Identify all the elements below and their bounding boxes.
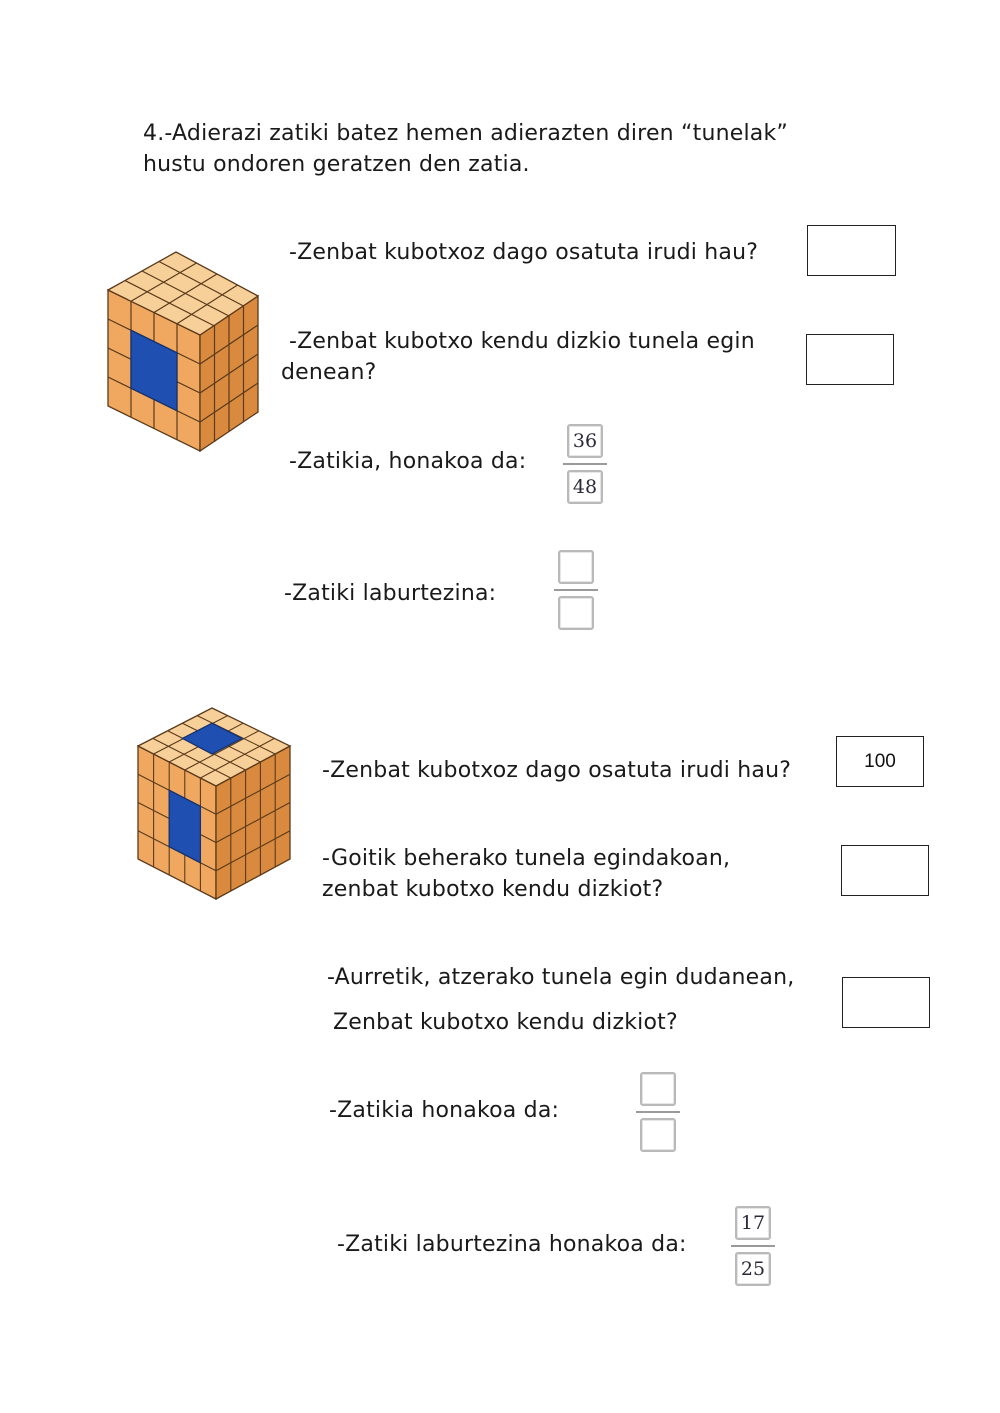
s1-question-removed-line-1: -Zenbat kubotxo kendu dizkio tunela egin [289,329,755,354]
s2-top-tunnel-answer-box[interactable] [841,845,929,896]
s2-fraction-numerator[interactable] [640,1072,676,1106]
s1-question-removed-line-2: denean? [281,360,377,385]
cube-1-drawing [104,248,264,463]
s2-reduced-denominator[interactable]: 25 [735,1252,771,1286]
s2-question-total: -Zenbat kubotxoz dago osatuta irudi hau? [322,758,792,783]
s2-reduced-numerator[interactable]: 17 [735,1206,771,1240]
s1-total-answer-box[interactable] [807,225,896,276]
s2-question-front-tunnel-line-1: -Aurretik, atzerako tunela egin dudanean, [327,965,795,990]
s2-reduced-fraction-label: -Zatiki laburtezina honakoa da: [337,1232,687,1257]
s2-question-top-tunnel-line-2: zenbat kubotxo kendu dizkiot? [322,877,664,902]
s1-reduced-numerator[interactable] [558,550,594,584]
s1-fraction [563,424,607,508]
cube-2-drawing [134,706,299,906]
s1-reduced-fraction-label: -Zatiki laburtezina: [284,581,497,606]
s2-fraction [636,1072,680,1156]
fraction-bar [554,589,598,591]
fraction-bar [636,1111,680,1113]
fraction-bar [731,1245,775,1247]
s2-fraction-label: -Zatikia honakoa da: [329,1098,560,1123]
s1-fraction-numerator[interactable]: 36 [567,424,603,458]
exercise-title-line-2: hustu ondoren geratzen den zatia. [143,152,530,177]
s1-fraction-label: -Zatikia, honakoa da: [289,449,527,474]
s2-fraction-denominator[interactable] [640,1118,676,1152]
s2-total-answer-box[interactable]: 100 [836,736,924,787]
s1-reduced-denominator[interactable] [558,596,594,630]
s2-front-tunnel-answer-box[interactable] [842,977,930,1028]
s1-question-total: -Zenbat kubotxoz dago osatuta irudi hau? [289,240,759,265]
s1-fraction-denominator[interactable]: 48 [567,470,603,504]
cube-figure-1 [104,248,264,463]
exercise-title-line-1: 4.-Adierazi zatiki batez hemen adierazten diren “tunelak” [143,121,788,146]
s1-removed-answer-box[interactable] [806,334,894,385]
s1-reduced-fraction [554,550,598,634]
s2-reduced-fraction [731,1206,775,1290]
cube-figure-2 [134,706,299,906]
s2-question-top-tunnel-line-1: -Goitik beherako tunela egindakoan, [322,846,731,871]
s2-question-front-tunnel-line-2: Zenbat kubotxo kendu dizkiot? [333,1010,678,1035]
fraction-bar [563,463,607,465]
